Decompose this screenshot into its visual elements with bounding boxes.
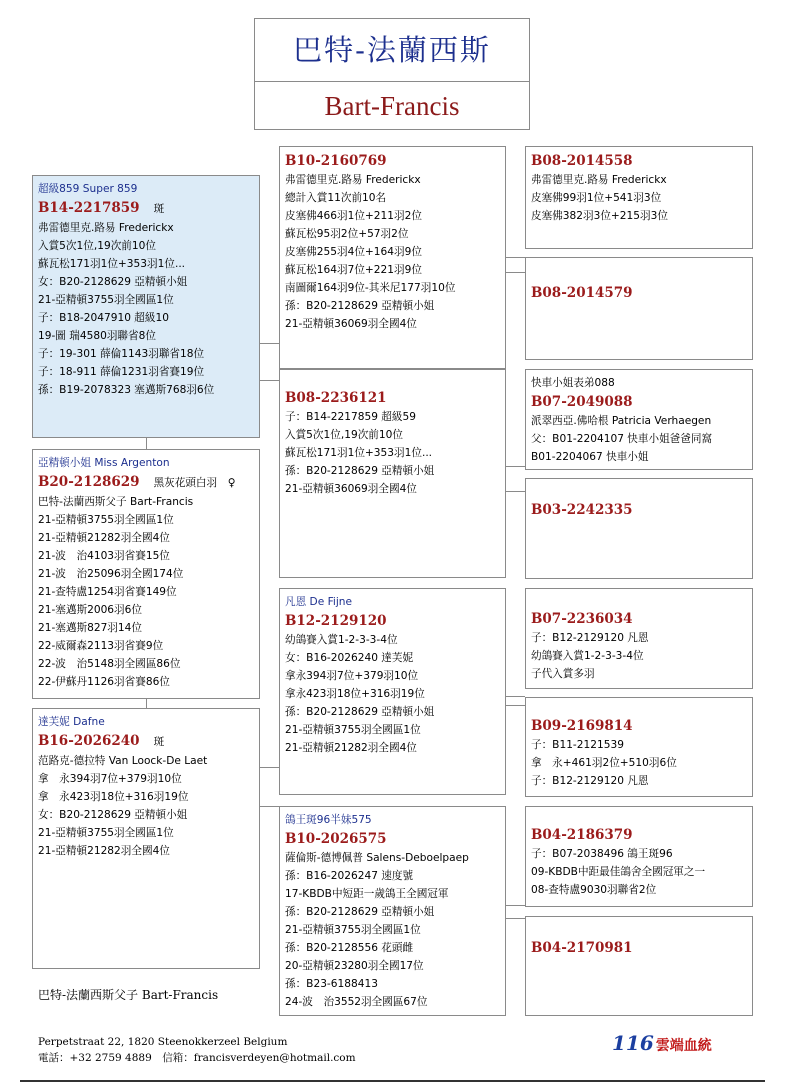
- dam-box[interactable]: [32, 708, 260, 969]
- pedigree-note-line: 子：19-301 薛倫1143羽聯省18位: [38, 348, 205, 360]
- pedigree-note-line: 21-塞邁斯2006羽6位: [38, 604, 142, 616]
- pedigree-note-line: 21-亞精頓21282羽全國4位: [285, 742, 417, 754]
- sire-dam-box[interactable]: [279, 369, 506, 578]
- connector: [505, 257, 525, 258]
- subject-caption: 亞精頓小姐 Miss Argenton: [38, 457, 170, 469]
- pedigree-note-line: 孫：B23-6188413: [285, 978, 378, 990]
- pedigree-note-line: 21-亞精頓36069羽全國4位: [285, 483, 417, 495]
- connector: [259, 380, 280, 381]
- pedigree-note-line: 孫：B16-2026247 速度號: [285, 870, 414, 882]
- pedigree-note-line: 孫：B20-2128629 亞精頓小姐: [285, 300, 435, 312]
- subject-box[interactable]: [32, 449, 260, 699]
- pedigree-note-line: 拿 永+461羽2位+510羽6位: [531, 757, 677, 769]
- connector: [259, 806, 280, 807]
- sire-dam-notes: [285, 408, 500, 498]
- pedigree-note-line: 女：B20-2128629 亞精頓小姐: [38, 809, 188, 821]
- pedigree-note-line: 孫：B20-2128629 亞精頓小姐: [285, 706, 435, 718]
- dsd-ring-number: B09-2169814: [531, 718, 633, 734]
- connector: [505, 491, 525, 492]
- ddd-ring-number: B04-2170981: [531, 940, 633, 956]
- sire-sire-notes: [285, 171, 500, 333]
- dam-sire-ring-number: B12-2129120: [285, 613, 387, 629]
- dam-dam-box[interactable]: [279, 806, 506, 1016]
- sds-notes: [531, 412, 747, 466]
- pedigree-note-line: 蘇瓦松95羽2位+57羽2位: [285, 228, 409, 240]
- pedigree-note-line: 拿永394羽7位+379羽10位: [285, 670, 419, 682]
- pedigree-note-line: 蘇瓦松171羽1位+353羽1位...: [285, 447, 433, 459]
- sire-caption: 超級859 Super 859: [38, 183, 138, 195]
- sds-caption: 快車小姐表弟088: [531, 377, 615, 389]
- pedigree-note-line: 蘇瓦松164羽7位+221羽9位: [285, 264, 422, 276]
- pedigree-note-line: 09-KBDB中距最佳鴿舍全國冠軍之一: [531, 866, 706, 878]
- sss-notes: [531, 171, 747, 225]
- pedigree-title-box: [254, 18, 530, 130]
- pedigree-note-line: 入賞5次1位,19次前10位: [285, 429, 403, 441]
- pedigree-note-line: 幼鴿賽入賞1-2-3-3-4位: [285, 634, 398, 646]
- ssd-ring-number: B08-2014579: [531, 285, 633, 301]
- pedigree-note-line: 總計入賞11次前10名: [285, 192, 387, 204]
- sire-box[interactable]: [32, 175, 260, 438]
- dam-dam-ring-number: B10-2026575: [285, 831, 387, 847]
- pedigree-note-line: 皮塞佛99羽1位+541羽3位: [531, 192, 662, 204]
- pedigree-note-line: 24-波 治3552羽全國區67位: [285, 996, 428, 1008]
- dam-dam-dam-box[interactable]: [525, 916, 753, 1016]
- pedigree-note-line: 孫：B20-2128629 亞精頓小姐: [285, 465, 435, 477]
- pedigree-note-line: 21-波 治25096羽全國174位: [38, 568, 184, 580]
- logo-number: 116: [612, 1031, 654, 1055]
- pedigree-note-line: 女：B20-2128629 亞精頓小姐: [38, 276, 188, 288]
- title-chinese: 巴特-法蘭西斯: [255, 19, 529, 82]
- pedigree-note-line: 子：B12-2129120 凡恩: [531, 632, 649, 644]
- dam-caption: 達芙妮 Dafne: [38, 716, 105, 728]
- pedigree-note-line: 21-亞精頓3755羽全國區1位: [38, 294, 174, 306]
- sire-dam-sire-box[interactable]: [525, 369, 753, 470]
- dam-notes: [38, 752, 254, 860]
- subject-notes: [38, 493, 254, 691]
- pedigree-note-line: 父：B01-2204107 快車小姐爸爸同窩: [531, 433, 713, 445]
- pedigree-note-line: 21-查特盧1254羽省賽149位: [38, 586, 177, 598]
- dds-notes: [531, 845, 747, 899]
- pedigree-note-line: 范路克-德拉特 Van Loock-De Laet: [38, 755, 208, 767]
- pedigree-note-line: 弗雷德里克.路易 Frederickx: [38, 222, 174, 234]
- dam-dam-notes: [285, 849, 500, 1011]
- pedigree-note-line: 弗雷德里克.路易 Frederickx: [531, 174, 667, 186]
- sire-dam-ring-number: B08-2236121: [285, 390, 387, 406]
- dam-dam-caption: 鴿王斑96半妹575: [285, 814, 372, 826]
- pedigree-note-line: 蘇瓦松171羽1位+353羽1位...: [38, 258, 186, 270]
- sire-dam-dam-box[interactable]: [525, 478, 753, 579]
- pedigree-note-line: 20-亞精頓23280羽全國17位: [285, 960, 424, 972]
- pedigree-note-line: 皮塞佛466羽1位+211羽2位: [285, 210, 422, 222]
- sss-ring-number: B08-2014558: [531, 153, 633, 169]
- connector: [259, 767, 280, 768]
- pedigree-note-line: 子：18-911 薛倫1231羽省賽19位: [38, 366, 205, 378]
- dds-ring-number: B04-2186379: [531, 827, 633, 843]
- dss-notes: [531, 629, 747, 683]
- dsd-notes: [531, 736, 747, 790]
- connector: [146, 437, 147, 449]
- pedigree-note-line: 21-亞精頓36069羽全國4位: [285, 318, 417, 330]
- pedigree-note-line: 17-KBDB中短距一歲鴿王全國冠軍: [285, 888, 449, 900]
- pedigree-note-line: 子：B18-2047910 超級10: [38, 312, 169, 324]
- dam-dam-sire-box[interactable]: [525, 806, 753, 907]
- pedigree-note-line: 派翠西亞.佛哈根 Patricia Verhaegen: [531, 415, 712, 427]
- sire-ring-number: B14-2217859 斑: [38, 200, 165, 216]
- sire-sire-ring-number: B10-2160769: [285, 153, 387, 169]
- pedigree-note-line: 子：B11-2121539: [531, 739, 624, 751]
- sire-color: 斑: [153, 203, 165, 215]
- sds-ring-number: B07-2049088: [531, 394, 633, 410]
- pedigree-note-line: 21-亞精頓21282羽全國4位: [38, 845, 170, 857]
- pedigree-note-line: 女：B16-2026240 達芙妮: [285, 652, 414, 664]
- site-logo[interactable]: [612, 1031, 722, 1055]
- pedigree-note-line: 21-亞精頓3755羽全國區1位: [38, 514, 174, 526]
- pedigree-note-line: 子：B12-2129120 凡恩: [531, 775, 649, 787]
- dam-sire-notes: [285, 631, 500, 757]
- pedigree-note-line: 21-亞精頓3755羽全國區1位: [38, 827, 174, 839]
- dam-color: 斑: [153, 736, 165, 748]
- pedigree-note-line: 08-查特盧9030羽聯省2位: [531, 884, 657, 896]
- pedigree-note-line: 子：B14-2217859 超級59: [285, 411, 416, 423]
- breeder-name: 巴特-法蘭西斯父子 Bart-Francis: [38, 988, 219, 1002]
- subject-color: 黑灰花頭白羽 ♀: [153, 477, 236, 489]
- dam-sire-box[interactable]: [279, 588, 506, 795]
- pedigree-note-line: 22-威爾森2113羽省賽9位: [38, 640, 164, 652]
- sire-sire-sire-box[interactable]: [525, 146, 753, 249]
- dss-ring-number: B07-2236034: [531, 611, 633, 627]
- pedigree-note-line: 21-塞邁斯827羽14位: [38, 622, 142, 634]
- pedigree-note-line: 孫：B19-2078323 塞邁斯768羽6位: [38, 384, 215, 396]
- connector: [146, 698, 147, 708]
- connector: [505, 696, 525, 697]
- pedigree-note-line: 入賞5次1位,19次前10位: [38, 240, 156, 252]
- breeder-contact: [38, 1034, 356, 1066]
- breeder-phone-email: 電話：+32 2759 4889 信箱：francisverdeyen@hotmail.com: [38, 1052, 356, 1064]
- pedigree-note-line: 巴特-法蘭西斯父子 Bart-Francis: [38, 496, 194, 508]
- pedigree-note-line: 拿 永423羽18位+316羽19位: [38, 791, 189, 803]
- pedigree-note-line: B01-2204067 快車小姐: [531, 451, 649, 463]
- pedigree-note-line: 子：B07-2038496 鴿王斑96: [531, 848, 673, 860]
- pedigree-note-line: 21-波 治4103羽省賽15位: [38, 550, 170, 562]
- sire-notes: [38, 219, 254, 399]
- title-english: Bart-Francis: [324, 91, 460, 121]
- pedigree-note-line: 薩倫斯-德博佩普 Salens-Deboelpaep: [285, 852, 469, 864]
- dam-sire-sire-box[interactable]: [525, 588, 753, 689]
- pedigree-note-line: 拿永423羽18位+316羽19位: [285, 688, 425, 700]
- pedigree-note-line: 19-圖 瑞4580羽聯省8位: [38, 330, 156, 342]
- sdd-ring-number: B03-2242335: [531, 502, 633, 518]
- dam-sire-caption: 凡恩 De Fijne: [285, 596, 353, 608]
- bottom-divider: [20, 1080, 765, 1082]
- dam-sire-dam-box[interactable]: [525, 697, 753, 797]
- connector: [505, 918, 525, 919]
- pedigree-note-line: 孫：B20-2128556 花頭雌: [285, 942, 414, 954]
- connector: [505, 466, 525, 467]
- dam-ring-number: B16-2026240 斑: [38, 733, 165, 749]
- connector: [259, 343, 280, 344]
- pedigree-note-line: 皮塞佛255羽4位+164羽9位: [285, 246, 422, 258]
- pedigree-note-line: 21-亞精頓21282羽全國4位: [38, 532, 170, 544]
- pedigree-note-line: 拿 永394羽7位+379羽10位: [38, 773, 182, 785]
- pedigree-note-line: 幼鴿賽入賞1-2-3-3-4位: [531, 650, 644, 662]
- pedigree-note-line: 21-亞精頓3755羽全國區1位: [285, 724, 421, 736]
- sire-sire-dam-box[interactable]: [525, 257, 753, 360]
- logo-text: 雲端血統: [655, 1038, 712, 1054]
- pedigree-note-line: 子代入賞多羽: [531, 668, 595, 680]
- pedigree-note-line: 弗雷德里克.路易 Frederickx: [285, 174, 421, 186]
- subject-ring-number: B20-2128629 黑灰花頭白羽 ♀: [38, 474, 236, 490]
- connector: [505, 272, 525, 273]
- pedigree-note-line: 皮塞佛382羽3位+215羽3位: [531, 210, 668, 222]
- pedigree-note-line: 孫：B20-2128629 亞精頓小姐: [285, 906, 435, 918]
- pedigree-note-line: 南圖爾164羽9位-其米尼177羽10位: [285, 282, 456, 294]
- sire-sire-box[interactable]: [279, 146, 506, 369]
- pedigree-note-line: 21-亞精頓3755羽全國區1位: [285, 924, 421, 936]
- pedigree-note-line: 22-波 治5148羽全國區86位: [38, 658, 181, 670]
- breeder-address: Perpetstraat 22, 1820 Steenokkerzeel Belgium: [38, 1036, 288, 1048]
- connector: [505, 905, 525, 906]
- connector: [505, 705, 525, 706]
- pedigree-note-line: 22-伊蘇丹1126羽省賽86位: [38, 676, 170, 688]
